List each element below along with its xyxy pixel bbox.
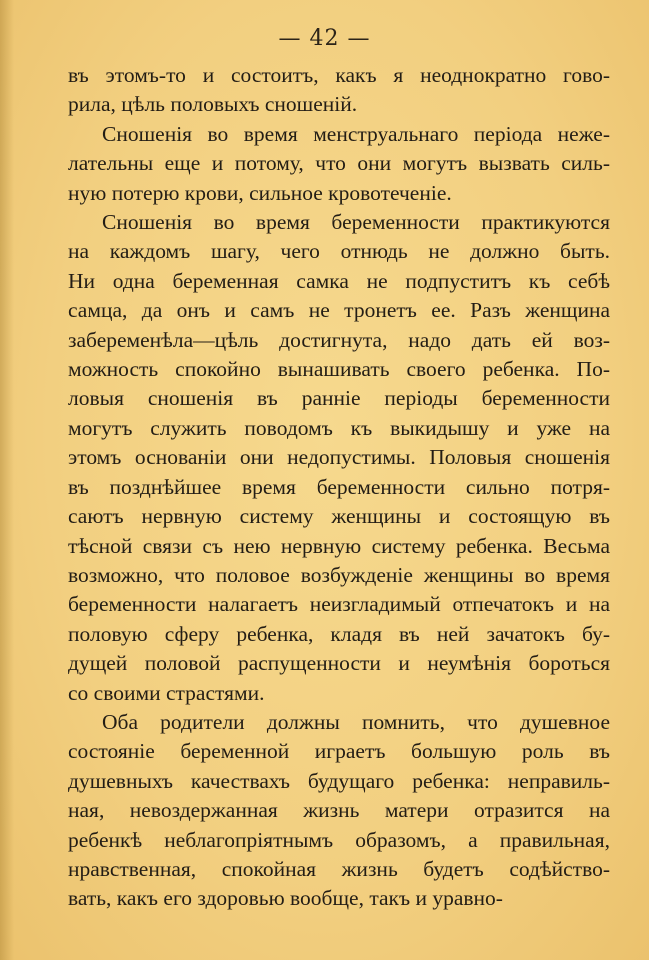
text-line: можность спокойно вынашивать своего ребенка. По-: [68, 357, 610, 382]
paragraph: [68, 208, 610, 708]
body-text: [68, 61, 610, 914]
text-line: ную потерю крови, сильное кровотеченіе.: [68, 180, 452, 205]
text-line: возможно, что половое возбужденіе женщины во время: [68, 562, 610, 587]
text-line: вать, какъ его здоровью вообще, такъ и уравно-: [68, 886, 503, 911]
text-line: тѣсной связи съ нею нервную систему ребенка. Весьма: [68, 533, 610, 558]
text-line: со своими страстями.: [68, 680, 265, 705]
paragraph: [68, 61, 610, 120]
text-line: Ни одна беременная самка не подпуститъ къ себѣ: [68, 268, 610, 293]
text-line: дущей половой распущенности и неумѣнія бороться: [68, 651, 610, 676]
text-line: Сношенія во время беременности практикуются: [102, 210, 610, 235]
text-line: ная, невоздержанная жизнь матери отразится на: [68, 798, 610, 823]
text-line: самца, да онъ и самъ не тронетъ ее. Разъ женщина: [68, 298, 610, 323]
text-line: въ этомъ-то и состоитъ, какъ я неоднократно гово-: [68, 63, 610, 87]
text-line: нравственная, спокойная жизнь будетъ содѣйство-: [68, 856, 610, 881]
text-line: этомъ основаніи они недопустимы. Половыя сношенія: [68, 445, 610, 470]
text-line: на каждомъ шагу, чего отнюдь не должно быть.: [68, 239, 610, 264]
text-line: лательны еще и потому, что они могутъ вызвать силь-: [68, 151, 610, 176]
text-line: душевныхъ качествахъ будущаго ребенка: неправиль-: [68, 768, 610, 793]
paragraph: [68, 120, 610, 208]
page-number: — 42 —: [278, 26, 371, 51]
text-line: саютъ нервную систему женщины и состоящую въ: [68, 504, 610, 529]
text-line: забеременѣла—цѣль достигнута, надо дать ей воз-: [68, 327, 610, 352]
text-line: ловыя сношенія въ ранніе періоды беременности: [68, 386, 610, 411]
text-line: въ позднѣйшее время беременности сильно потря-: [68, 474, 610, 499]
text-line: могутъ служить поводомъ къ выкидышу и уже на: [68, 415, 610, 440]
text-line: Сношенія во время менструальнаго періода неже-: [102, 121, 610, 146]
text-line: состояніе беременной играетъ большую роль въ: [68, 739, 610, 764]
paragraph: [68, 708, 610, 914]
text-line: Оба родители должны помнить, что душевное: [102, 709, 610, 734]
text-line: половую сферу ребенка, кладя въ ней зачатокъ бу-: [68, 621, 610, 646]
text-line: ребенкѣ неблагопріятнымъ образомъ, а правильная,: [68, 827, 610, 852]
text-line: рила, цѣль половыхъ сношеній.: [68, 92, 358, 117]
text-line: беременности налагаетъ неизгладимый отпечатокъ и на: [68, 592, 610, 617]
